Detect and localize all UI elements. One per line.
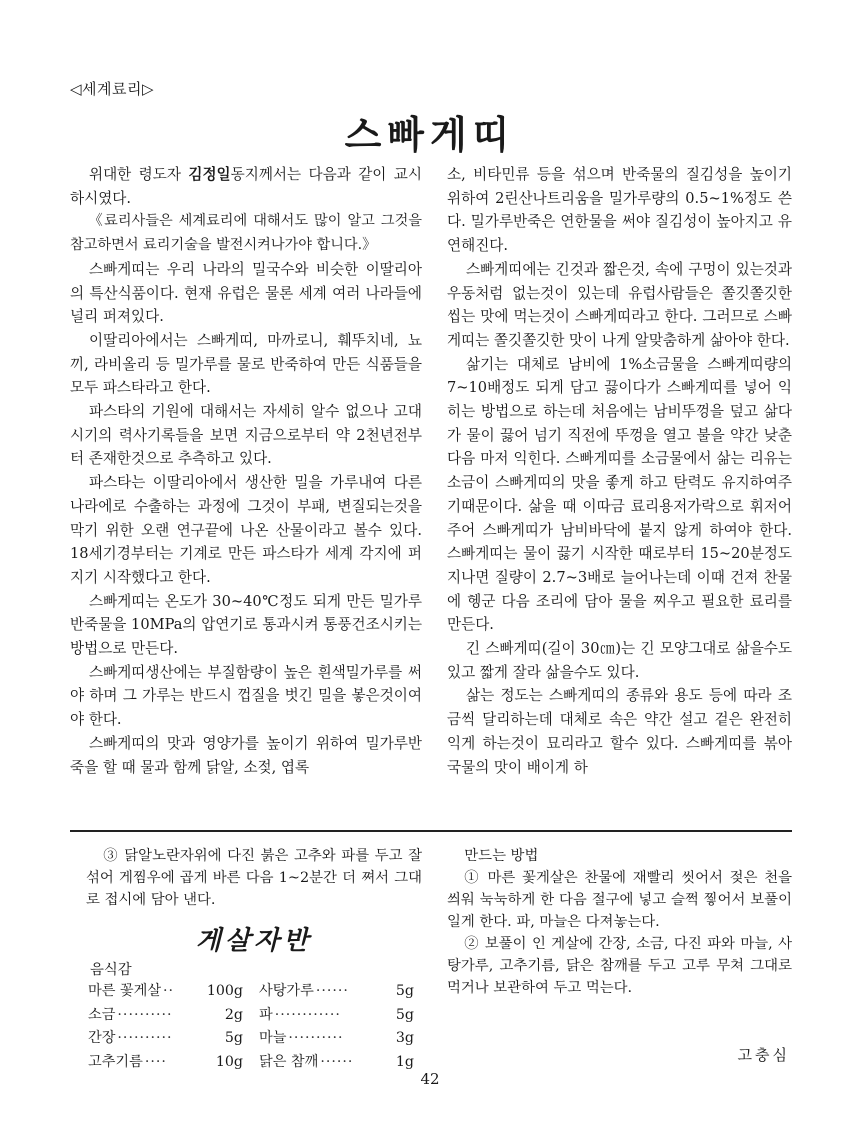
ingredient-name: 마른 꽃게살 [88, 983, 162, 999]
intro-text: 위대한 령도자 [88, 166, 189, 183]
ingredient-name: 고추기름 [88, 1053, 143, 1070]
intro-text-end: 동지께서는 다음과 같이 교시하시였다. [70, 166, 422, 207]
paragraph-intro [70, 163, 422, 210]
ingredient-name: 마늘 [259, 1030, 287, 1046]
ingredients-table [88, 980, 414, 1074]
section-label: ◁세계료리▷ [70, 80, 155, 98]
ingredient-amount: 2g [224, 1006, 243, 1023]
ingredient-row [88, 980, 414, 1004]
ingredient-row [88, 1004, 414, 1028]
ingredient-name: 소금 [88, 1006, 116, 1023]
ingredient-amount: 100g [206, 983, 243, 999]
section-divider [70, 830, 792, 832]
ingredient-row [88, 1027, 414, 1051]
quote-paragraph: 《료리사들은 세계료리에 대해서도 많이 알고 그것을 참고하면서 료리기술을 발전시켜나가야 합니다.》 [70, 213, 422, 254]
ingredient-name: 파 [259, 1006, 273, 1023]
leader-dots: ······ [320, 1053, 354, 1070]
method-section [447, 845, 792, 999]
ingredient [259, 1004, 414, 1028]
ingredient-name: 닭은 참깨 [259, 1053, 319, 1070]
page-number: 42 [420, 1070, 440, 1088]
paragraph: 스빠게띠생산에는 부질함량이 높은 흰색밀가루를 써야 하며 그 가루는 반드시 껍질을 벗긴 밀을 봏은것이여야 한다. [70, 663, 422, 729]
author-name: 고충심 [737, 1046, 790, 1064]
leader-dots: ············ [274, 1006, 341, 1023]
ingredient-amount: 3g [395, 1030, 414, 1046]
step-paragraph: ③ 닭알노란자위에 다진 붉은 고추와 파를 두고 잘 섞어 게찜우에 곱게 바른 다음 1~2분간 더 쪄서 그대로 접시에 담아 낸다. [86, 848, 422, 908]
recipe-title: 게살자반 [195, 926, 313, 956]
ingredient [88, 980, 243, 1004]
ingredient-amount: 5g [395, 983, 414, 999]
ingredient-amount: 1g [395, 1053, 414, 1070]
paragraph: 긴 스빠게띠(길이 30㎝)는 긴 모양그대로 삶을수도 있고 짧게 잘라 삶을수도 있다. [447, 640, 792, 681]
paragraph: 삶기는 대체로 남비에 1%소금물을 스빠게띠량의 7~10배정도 되게 담고 끓이다가 스빠게띠를 넣어 익히는 방법으로 하는데 처음에는 남비뚜껑을 덮고 삶다가 물이 끓어 넘기 직전에 뚜껑을 열고 불을 약간 낮춘 다음 마저 익힌다. 스빠게띠를 소금물에서 삶는 리유는 소금이 스빠게띠의 맛을 좋게 하고 탄력도 유지하여주기때문이다. 삶을 때 이따금 료리용저가락으로 휘저어주어 스빠게띠가 남비바닥에 붙지 않게 하여야 한다. 스빠게띠는 물이 끓기 시작한 때로부터 15~20분정도 지나면 질량이 2.7~3배로 늘어나는데 이때 건져 찬물에 헹군 다음 조리에 담아 물을 찌우고 필요한 료리를 만든다. [447, 355, 792, 634]
method-step: ① 마른 꽃게살은 찬물에 재빨리 씻어서 젖은 천을 씌워 눅눅하게 한 다음 절구에 넣고 슬쩍 찧어서 보풀이 일게 한다. 파, 마늘은 다져놓는다. [447, 870, 792, 930]
ingredient-name: 간장 [88, 1030, 116, 1046]
right-column [447, 163, 792, 779]
method-heading: 만드는 방법 [464, 848, 539, 864]
ingredient-name: 사탕가루 [259, 983, 314, 999]
ingredient [88, 1004, 243, 1028]
paragraph: 스빠게띠의 맛과 영양가를 높이기 위하여 밀가루반죽을 할 때 물과 함께 닭알, 소젖, 엽록 [70, 734, 422, 776]
ingredient [88, 1027, 243, 1051]
prev-recipe-continuation [86, 845, 422, 911]
paragraph: 파스타의 기원에 대해서는 자세히 알수 없으나 고대시기의 력사기록들을 보면 지금으로부터 약 2천년전부터 존재한것으로 추측하고 있다. [70, 403, 422, 468]
ingredient [259, 980, 414, 1004]
left-column [70, 163, 422, 779]
leader-dots: ······ [315, 983, 349, 999]
ingredient-amount: 10g [215, 1053, 243, 1070]
leader-dots: ·········· [117, 1006, 173, 1023]
method-step: ② 보풀이 인 게살에 간장, 소금, 다진 파와 마늘, 사탕가루, 고추기름, 닭은 참깨를 두고 고루 무쳐 그대로 먹거나 보관하여 두고 먹는다. [447, 936, 792, 996]
paragraph: 스빠게띠에는 긴것과 짧은것, 속에 구멍이 있는것과 우동처럼 없는것이 있는데 유럽사람들은 쫄깃쫄깃한 씹는 맛에 먹는것이 스빠게띠라고 한다. 그러므로 스빠게띠는 쫄깃쫄깃한 맛이 나게 알맞춤하게 삶아야 한다. [447, 260, 792, 349]
ingredients-heading: 음식감 [90, 962, 132, 978]
leader-dots: ···· [144, 1053, 167, 1070]
ingredient-amount: 5g [395, 1006, 414, 1023]
ingredient [259, 1027, 414, 1051]
ingredient-amount: 5g [224, 1030, 243, 1046]
paragraph: 스빠게띠는 우리 나라의 밀국수와 비슷한 이딸리아의 특산식품이다. 현재 유럽은 물론 세계 여러 나라들에 널리 퍼져있다. [70, 260, 422, 326]
paragraph: 스빠게띠는 온도가 30~40℃정도 되게 만든 밀가루반죽물을 10MPa의 압연기로 통과시켜 통풍건조시키는 방법으로 만든다. [70, 592, 422, 658]
leader-name: 김정일 [188, 166, 231, 183]
paragraph: 이딸리아에서는 스빠게띠, 마까로니, 훼뚜치네, 뇨끼, 라비올리 등 밀가루를 물로 반죽하여 만든 식품들을 모두 파스타라고 한다. [70, 331, 422, 397]
paragraph: 파스타는 이딸리아에서 생산한 밀을 가루내여 다른 나라에로 수출하는 과정에 그것이 부패, 변질되는것을 막기 위한 오랜 연구끝에 나온 산물이라고 볼수 있다. 18세기경부터는 기계로 만든 파스타가 세계 각지에 퍼지기 시작했다고 한다. [70, 474, 422, 586]
paragraph: 소, 비타민류 등을 섞으며 반죽물의 질김성을 높이기 위하여 2린산나트리움을 밀가루량의 0.5~1%정도 쓴다. 밀가루반죽은 연한물을 써야 질김성이 높아지고 유연해진다. [447, 166, 792, 255]
leader-dots: ·········· [288, 1030, 344, 1046]
paragraph: 삶는 정도는 스빠게띠의 종류와 용도 등에 따라 조금씩 달리하는데 대체로 속은 약간 설고 겉은 완전히 익게 하는것이 묘리라고 할수 있다. 스빠게띠를 볶아 국물의 맛이 배이게 하 [447, 687, 792, 776]
page-title: 스빠게띠 [344, 113, 516, 157]
leader-dots: ·········· [117, 1030, 173, 1046]
leader-dots: ·· [163, 983, 175, 999]
